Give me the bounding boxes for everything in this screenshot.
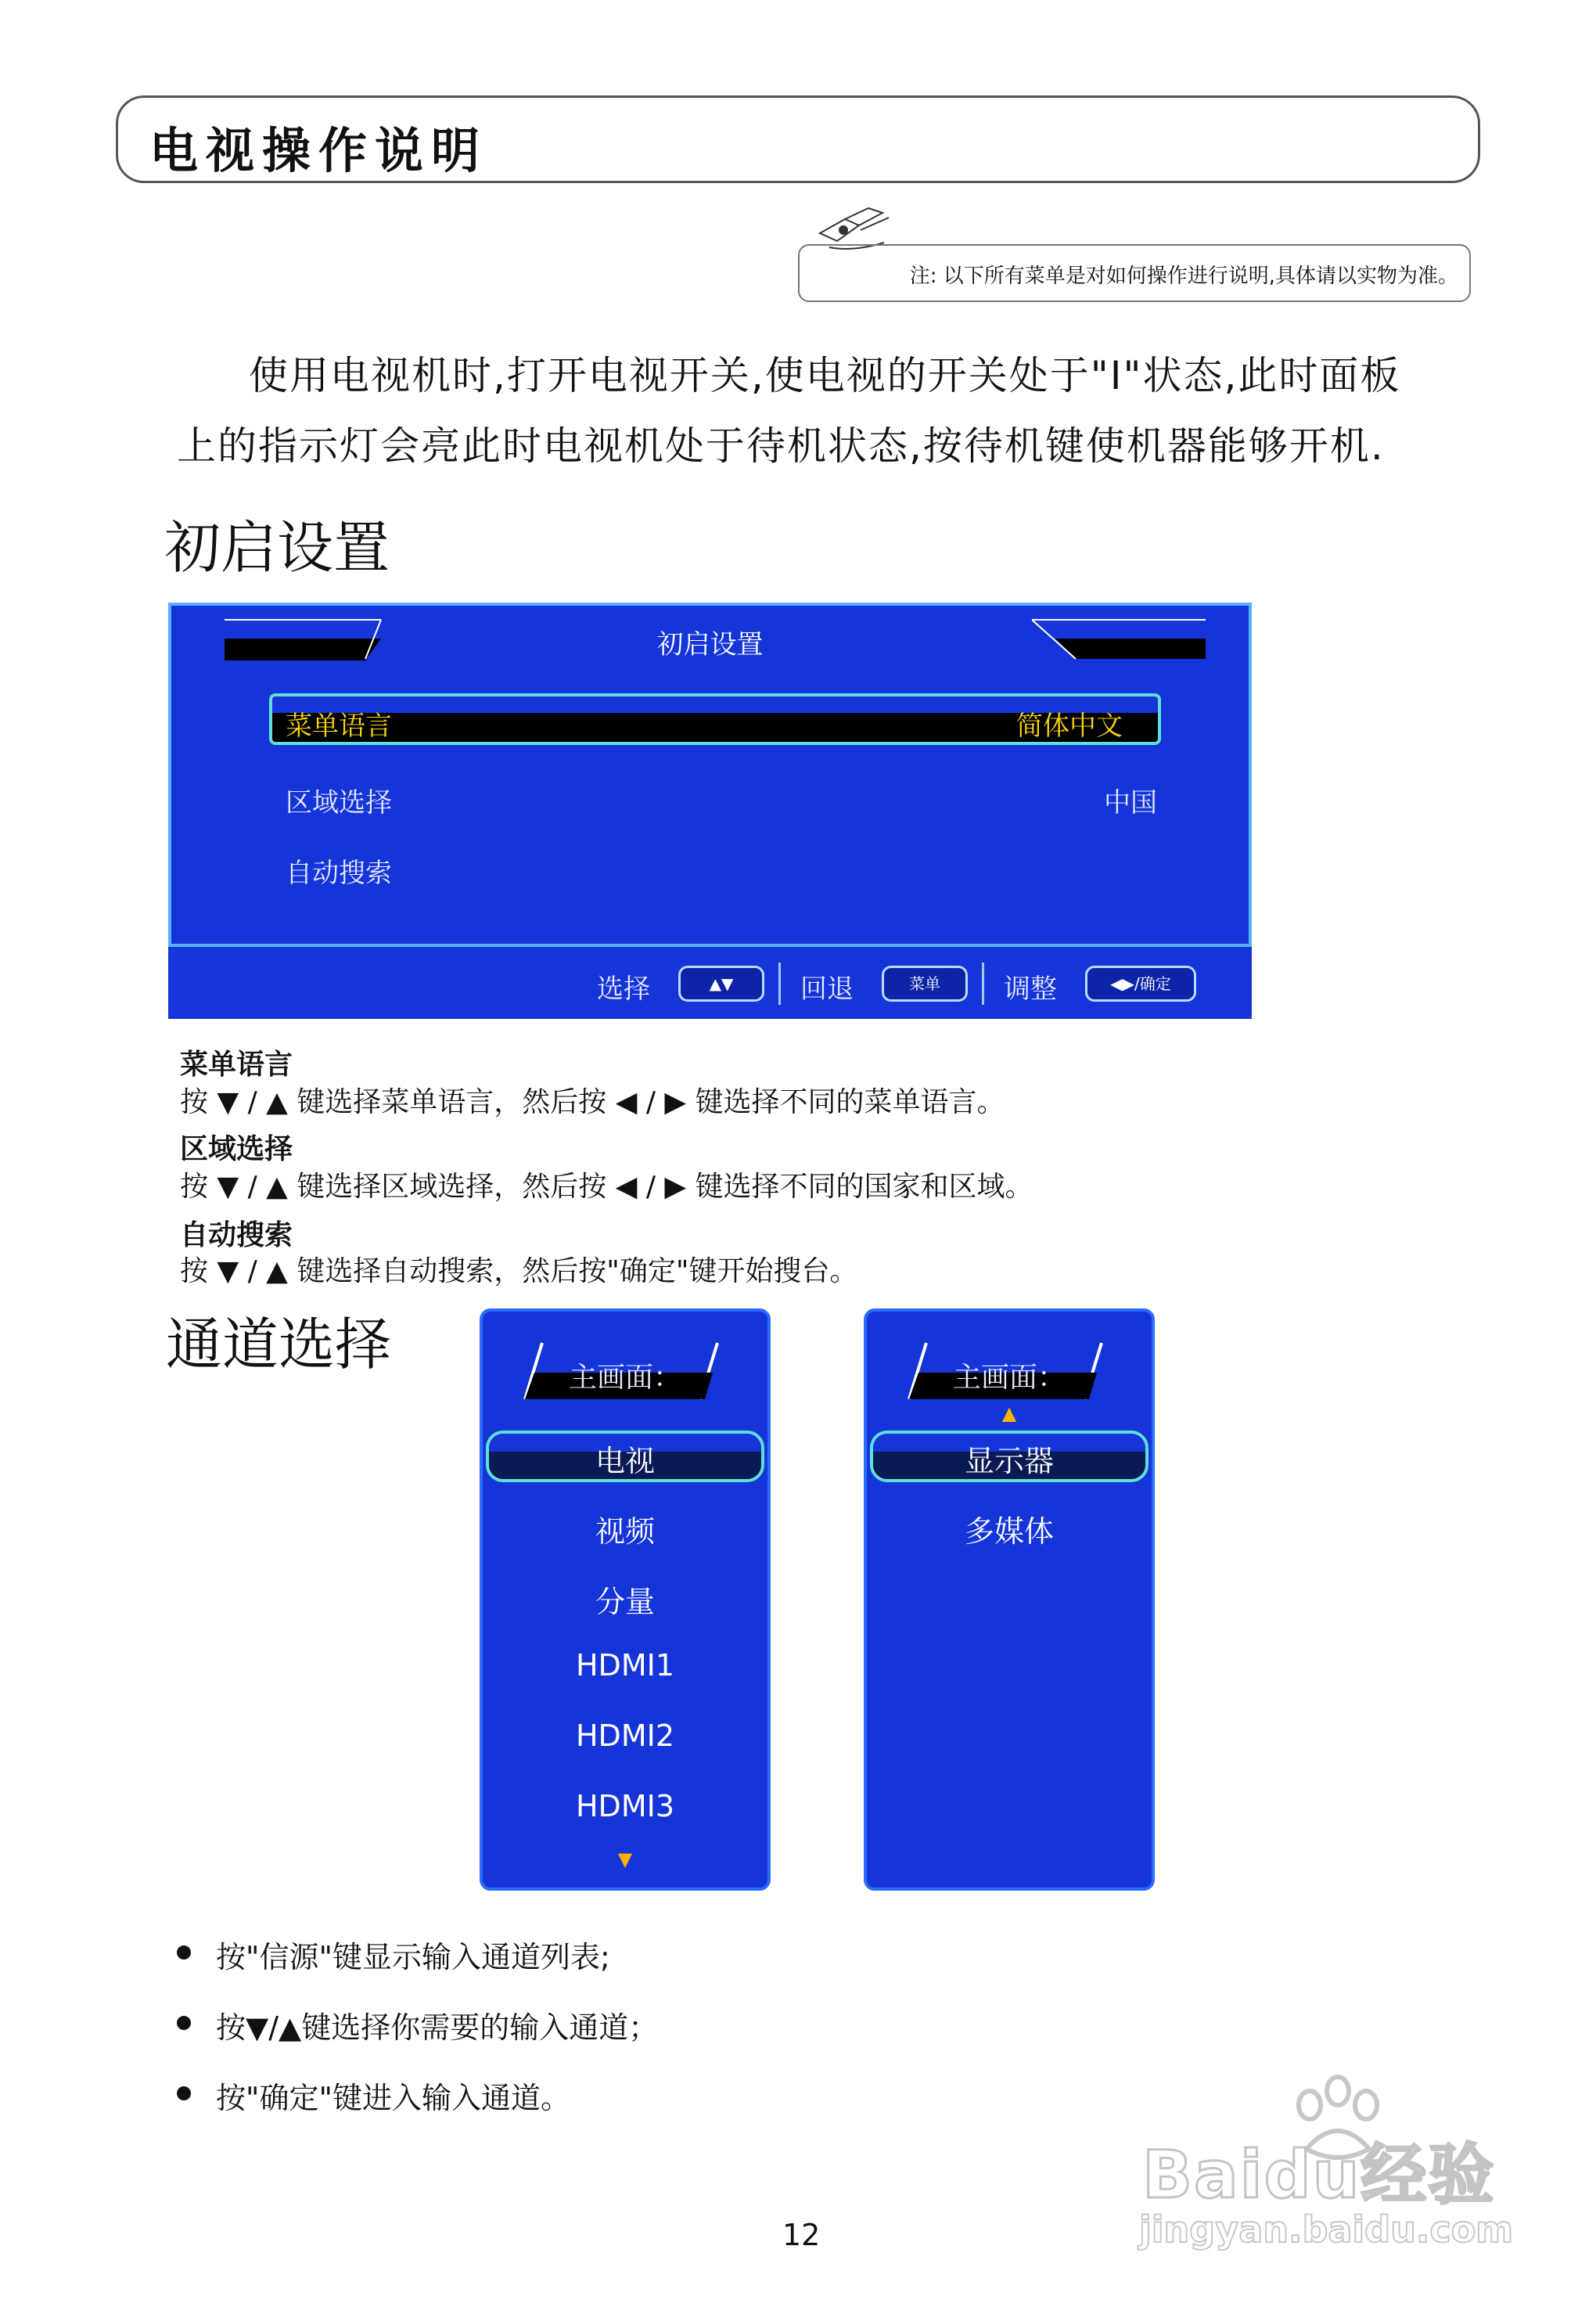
bullet-dot [177, 2016, 191, 2030]
menu-footer-bar [168, 947, 1252, 1019]
source-list-left [480, 1308, 771, 1891]
desc-heading-language: 菜单语言 [180, 1049, 293, 1081]
bullet-text-1: 按"信源"键显示输入通道列表; [216, 1940, 610, 1974]
footer-separator [982, 963, 984, 1005]
source-item-hdmi1[interactable]: HDMI1 [575, 1648, 674, 1683]
source-item-component[interactable]: 分量 [595, 1585, 655, 1619]
intro-line-1: 使用电视机时,打开电视开关,使电视的开关处于"I"状态,此时面板 [249, 353, 1401, 398]
footer-separator [778, 963, 781, 1005]
bullet-dot [177, 1945, 191, 1960]
menu-title: 初启设置 [656, 629, 764, 660]
source-item-multimedia[interactable]: 多媒体 [964, 1514, 1054, 1549]
footer-updown-key: ▲▼ [678, 966, 764, 1002]
source-list-right [864, 1308, 1155, 1891]
watermark-url: jingyan.baidu.com [1139, 2208, 1514, 2251]
footer-adjust-label: 调整 [1004, 974, 1057, 1005]
source-item-monitor[interactable]: 显示器 [964, 1444, 1054, 1478]
note-box [798, 244, 1471, 302]
source-list-header: 主画面： [952, 1362, 1066, 1394]
desc-text-region: 按 ▼ / ▲ 键选择区域选择，然后按 ◀ / ▶ 键选择不同的国家和区域。 [180, 1171, 1033, 1203]
page-header-box [116, 95, 1480, 183]
source-item-hdmi2[interactable]: HDMI2 [575, 1719, 674, 1753]
scroll-down-arrow-icon[interactable]: ▼ [617, 1848, 633, 1870]
bullet-dot [177, 2086, 191, 2100]
section-title-channel-select: 通道选择 [166, 1312, 392, 1377]
source-item-hdmi3[interactable]: HDMI3 [575, 1789, 674, 1823]
menu-row-language-label[interactable]: 菜单语言 [286, 711, 392, 742]
page-number: 12 [782, 2218, 821, 2252]
desc-text-autosearch: 按 ▼ / ▲ 键选择自动搜索，然后按"确定"键开始搜台。 [180, 1255, 858, 1287]
page-title: 电视操作说明 [149, 122, 488, 179]
section-title-initial-setup: 初启设置 [164, 515, 390, 581]
source-list-header: 主画面： [568, 1362, 681, 1394]
desc-text-language: 按 ▼ / ▲ 键选择菜单语言，然后按 ◀ / ▶ 键选择不同的菜单语言。 [180, 1086, 1005, 1118]
watermark-brand: Baidu经验 [1142, 2136, 1496, 2213]
desc-heading-region: 区域选择 [180, 1133, 293, 1165]
scroll-up-arrow-icon[interactable]: ▲ [1001, 1402, 1017, 1424]
source-item-video[interactable]: 视频 [595, 1514, 655, 1549]
footer-leftright-ok-key: ◀▶/确定 [1085, 966, 1196, 1002]
bullet-text-3: 按"确定"键进入输入通道。 [216, 2081, 570, 2115]
bullet-text-2: 按▼/▲键选择你需要的输入通道； [216, 2010, 659, 2045]
desc-heading-autosearch: 自动搜索 [180, 1219, 293, 1251]
menu-row-autosearch-label[interactable]: 自动搜索 [286, 858, 392, 889]
footer-back-label: 回退 [800, 974, 854, 1005]
initial-setup-menu [168, 603, 1252, 947]
menu-row-region-value[interactable]: 中国 [1104, 787, 1157, 819]
footer-select-label: 选择 [597, 974, 650, 1005]
intro-line-2: 上的指示灯会亮此时电视机处于待机状态,按待机键使机器能够开机. [177, 423, 1385, 469]
footer-menu-key: 菜单 [882, 966, 968, 1002]
note-text: 注: 以下所有菜单是对如何操作进行说明,具体请以实物为准。 [909, 265, 1458, 288]
menu-row-region-label[interactable]: 区域选择 [286, 787, 392, 819]
menu-row-language-value[interactable]: 简体中文 [1016, 711, 1123, 742]
source-item-tv[interactable]: 电视 [595, 1444, 655, 1478]
